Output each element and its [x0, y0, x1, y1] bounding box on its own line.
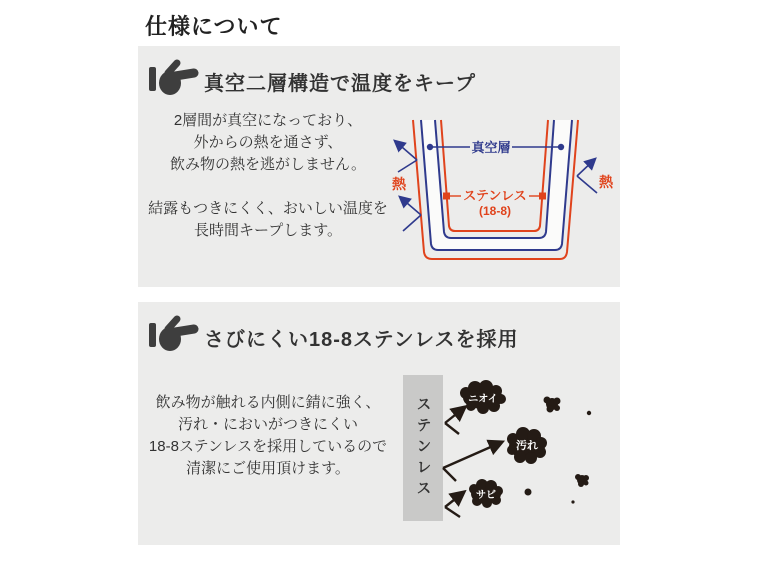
repel-arrow-rust-in: [445, 507, 460, 517]
vacuum-cup-cross-section-diagram: [390, 98, 620, 268]
stainless-wall-label: ステンレス: [414, 395, 432, 501]
paragraph: [138, 110, 398, 176]
vacuum-layer-label: 真空層: [471, 140, 511, 155]
speck-blob: [544, 397, 561, 413]
text-line: 清潔にご使用頂けます。: [186, 460, 350, 477]
odor-blob-label: ニオイ: [468, 394, 498, 405]
text-line: 長時間キープします。: [193, 222, 343, 239]
text-line: 2層間が真空になっており、: [173, 112, 363, 129]
speck-dot: [587, 411, 591, 415]
hand-cuff: [149, 323, 156, 347]
pointing-hand-icon: [149, 313, 199, 353]
section-stainless-steel: [138, 302, 620, 545]
speck-blob: [575, 474, 589, 487]
speck-dot: [571, 500, 574, 503]
section-paragraphs: [138, 392, 398, 502]
hand-index-finger: [169, 73, 194, 77]
stainless-grade-label: (18-8): [478, 204, 512, 218]
speck-dot: [525, 489, 532, 496]
heat-arrow-left-lower-out: [400, 197, 421, 215]
heat-label-left: 熱: [392, 176, 406, 192]
stain-blob: [507, 427, 547, 464]
text-line: 飲み物が触れる内側に錆に強く、: [155, 394, 381, 411]
repel-arrow-odor-out: [445, 407, 465, 423]
repel-arrow-stain-in: [443, 468, 456, 481]
section-heading: 真空二層構造で温度をキープ: [204, 73, 476, 95]
cup-inner-wall-navy: [435, 120, 554, 238]
paragraph: [138, 198, 398, 242]
paragraph: [138, 392, 398, 480]
text-line: 飲み物の熱を逃がしません。: [170, 156, 366, 173]
page-title: 仕様について: [145, 14, 283, 39]
repel-arrow-odor-in: [445, 423, 459, 434]
repel-arrow-rust-out: [445, 492, 464, 507]
heat-arrow-left-upper-out: [395, 141, 417, 160]
pointing-hand-icon: [149, 57, 199, 97]
heat-arrow-right-out: [577, 159, 595, 176]
vacuum-callout-dot-left: [427, 144, 433, 150]
rust-blob: [469, 479, 503, 508]
heat-arrow-right-in: [577, 176, 597, 193]
heat-label-right: 熱: [599, 174, 613, 190]
odor-blob: [460, 380, 506, 414]
stainless-callout-square-right: [539, 193, 546, 200]
repel-arrows-and-blobs: [395, 368, 620, 528]
text-line: 18-8ステンレスを採用しているので: [148, 438, 388, 455]
text-line: 汚れ・においがつきにくい: [177, 416, 358, 433]
heat-arrow-left-lower-in: [403, 215, 421, 231]
vacuum-callout-dot-right: [558, 144, 564, 150]
stain-blob-label: 汚れ: [516, 440, 538, 452]
repel-arrow-stain-out: [443, 442, 502, 468]
text-line: 結露もつきにくく、おいしい温度を: [148, 200, 388, 217]
rust-blob-label: サビ: [476, 490, 496, 501]
section-vacuum-structure: [138, 46, 620, 287]
heat-arrow-left-upper-in: [398, 160, 417, 172]
section-heading: さびにくい18-8ステンレスを採用: [204, 329, 519, 351]
stainless-repel-diagram: [395, 368, 620, 528]
hand-index-finger: [169, 329, 194, 333]
stainless-label: ステンレス: [463, 188, 527, 203]
text-line: 外からの熱を通さず、: [193, 134, 343, 151]
hand-cuff: [149, 67, 156, 91]
stainless-callout-square-left: [443, 193, 450, 200]
section-paragraphs: [138, 110, 398, 264]
